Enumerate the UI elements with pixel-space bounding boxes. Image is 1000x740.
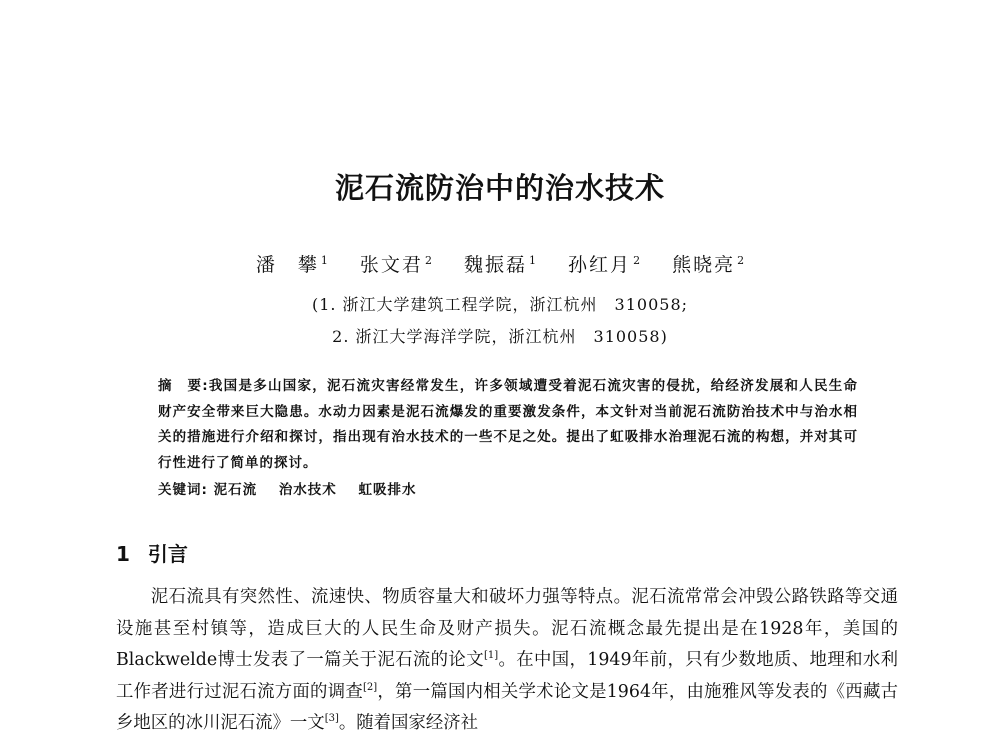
keywords-label: 关键词: <box>158 482 208 498</box>
author: 潘 攀 $^1$ <box>255 253 328 276</box>
body-paragraph <box>116 582 898 740</box>
author: 魏振磊 $^1$ <box>463 253 536 276</box>
author: 张文君 $^2$ <box>359 253 432 276</box>
abstract-label: 摘 要: <box>158 378 209 394</box>
keywords <box>158 478 858 498</box>
abstract <box>158 374 858 476</box>
paragraph: 泥石流具有突然性、流速快、物质容量大和破坏力强等特点。泥石流常常会冲毁公路铁路等交通设施甚至村镇等，造成巨大的人民生命及财产损失。泥石流概念最先提出是在1928年，美国的Blackwelde博士发表了一篇关于泥石流的论文[1]。在中国，1949年前，只有少数地质、地理和水利工作者进行过泥石流方面的调查[2]，第一篇国内相关学术论文是1964年，由施雅风等发表的《西藏古乡地区的冰川泥石流》一文[3]。随着国家经济社 <box>116 587 898 733</box>
keyword: 治水技术 <box>278 482 337 498</box>
author: 孙红月 $^2$ <box>568 253 641 276</box>
keyword: 泥石流 <box>213 482 258 498</box>
author-list <box>0 250 1000 277</box>
section-title: 引言 <box>147 542 188 566</box>
citation[interactable]: [2] <box>362 681 378 693</box>
affiliation-line-1: (1. 浙江大学建筑工程学院，浙江杭州 310058; <box>311 295 689 314</box>
section-number: 1 <box>116 542 130 566</box>
abstract-text: 我国是多山国家，泥石流灾害经常发生，许多领域遭受着泥石流灾害的侵扰，给经济发展和人民生命财产安全带来巨大隐患。水动力因素是泥石流爆发的重要激发条件，本文针对当前泥石流防治技术中与治水相关的措施进行介绍和探讨，指出现有治水技术的一些不足之处。提出了虹吸排水治理泥石流的构想，并对其可行性进行了简单的探讨。 <box>158 378 858 471</box>
affiliation-line-2: 2. 浙江大学海洋学院，浙江杭州 310058) <box>332 327 668 346</box>
paper-title: 泥石流防治中的治水技术 <box>334 171 665 205</box>
keyword: 虹吸排水 <box>358 482 417 498</box>
citation[interactable]: [3] <box>324 713 339 725</box>
citation[interactable]: [1] <box>483 650 499 662</box>
author: 熊晓亮 $^2$ <box>672 253 745 276</box>
section-heading <box>116 538 188 567</box>
